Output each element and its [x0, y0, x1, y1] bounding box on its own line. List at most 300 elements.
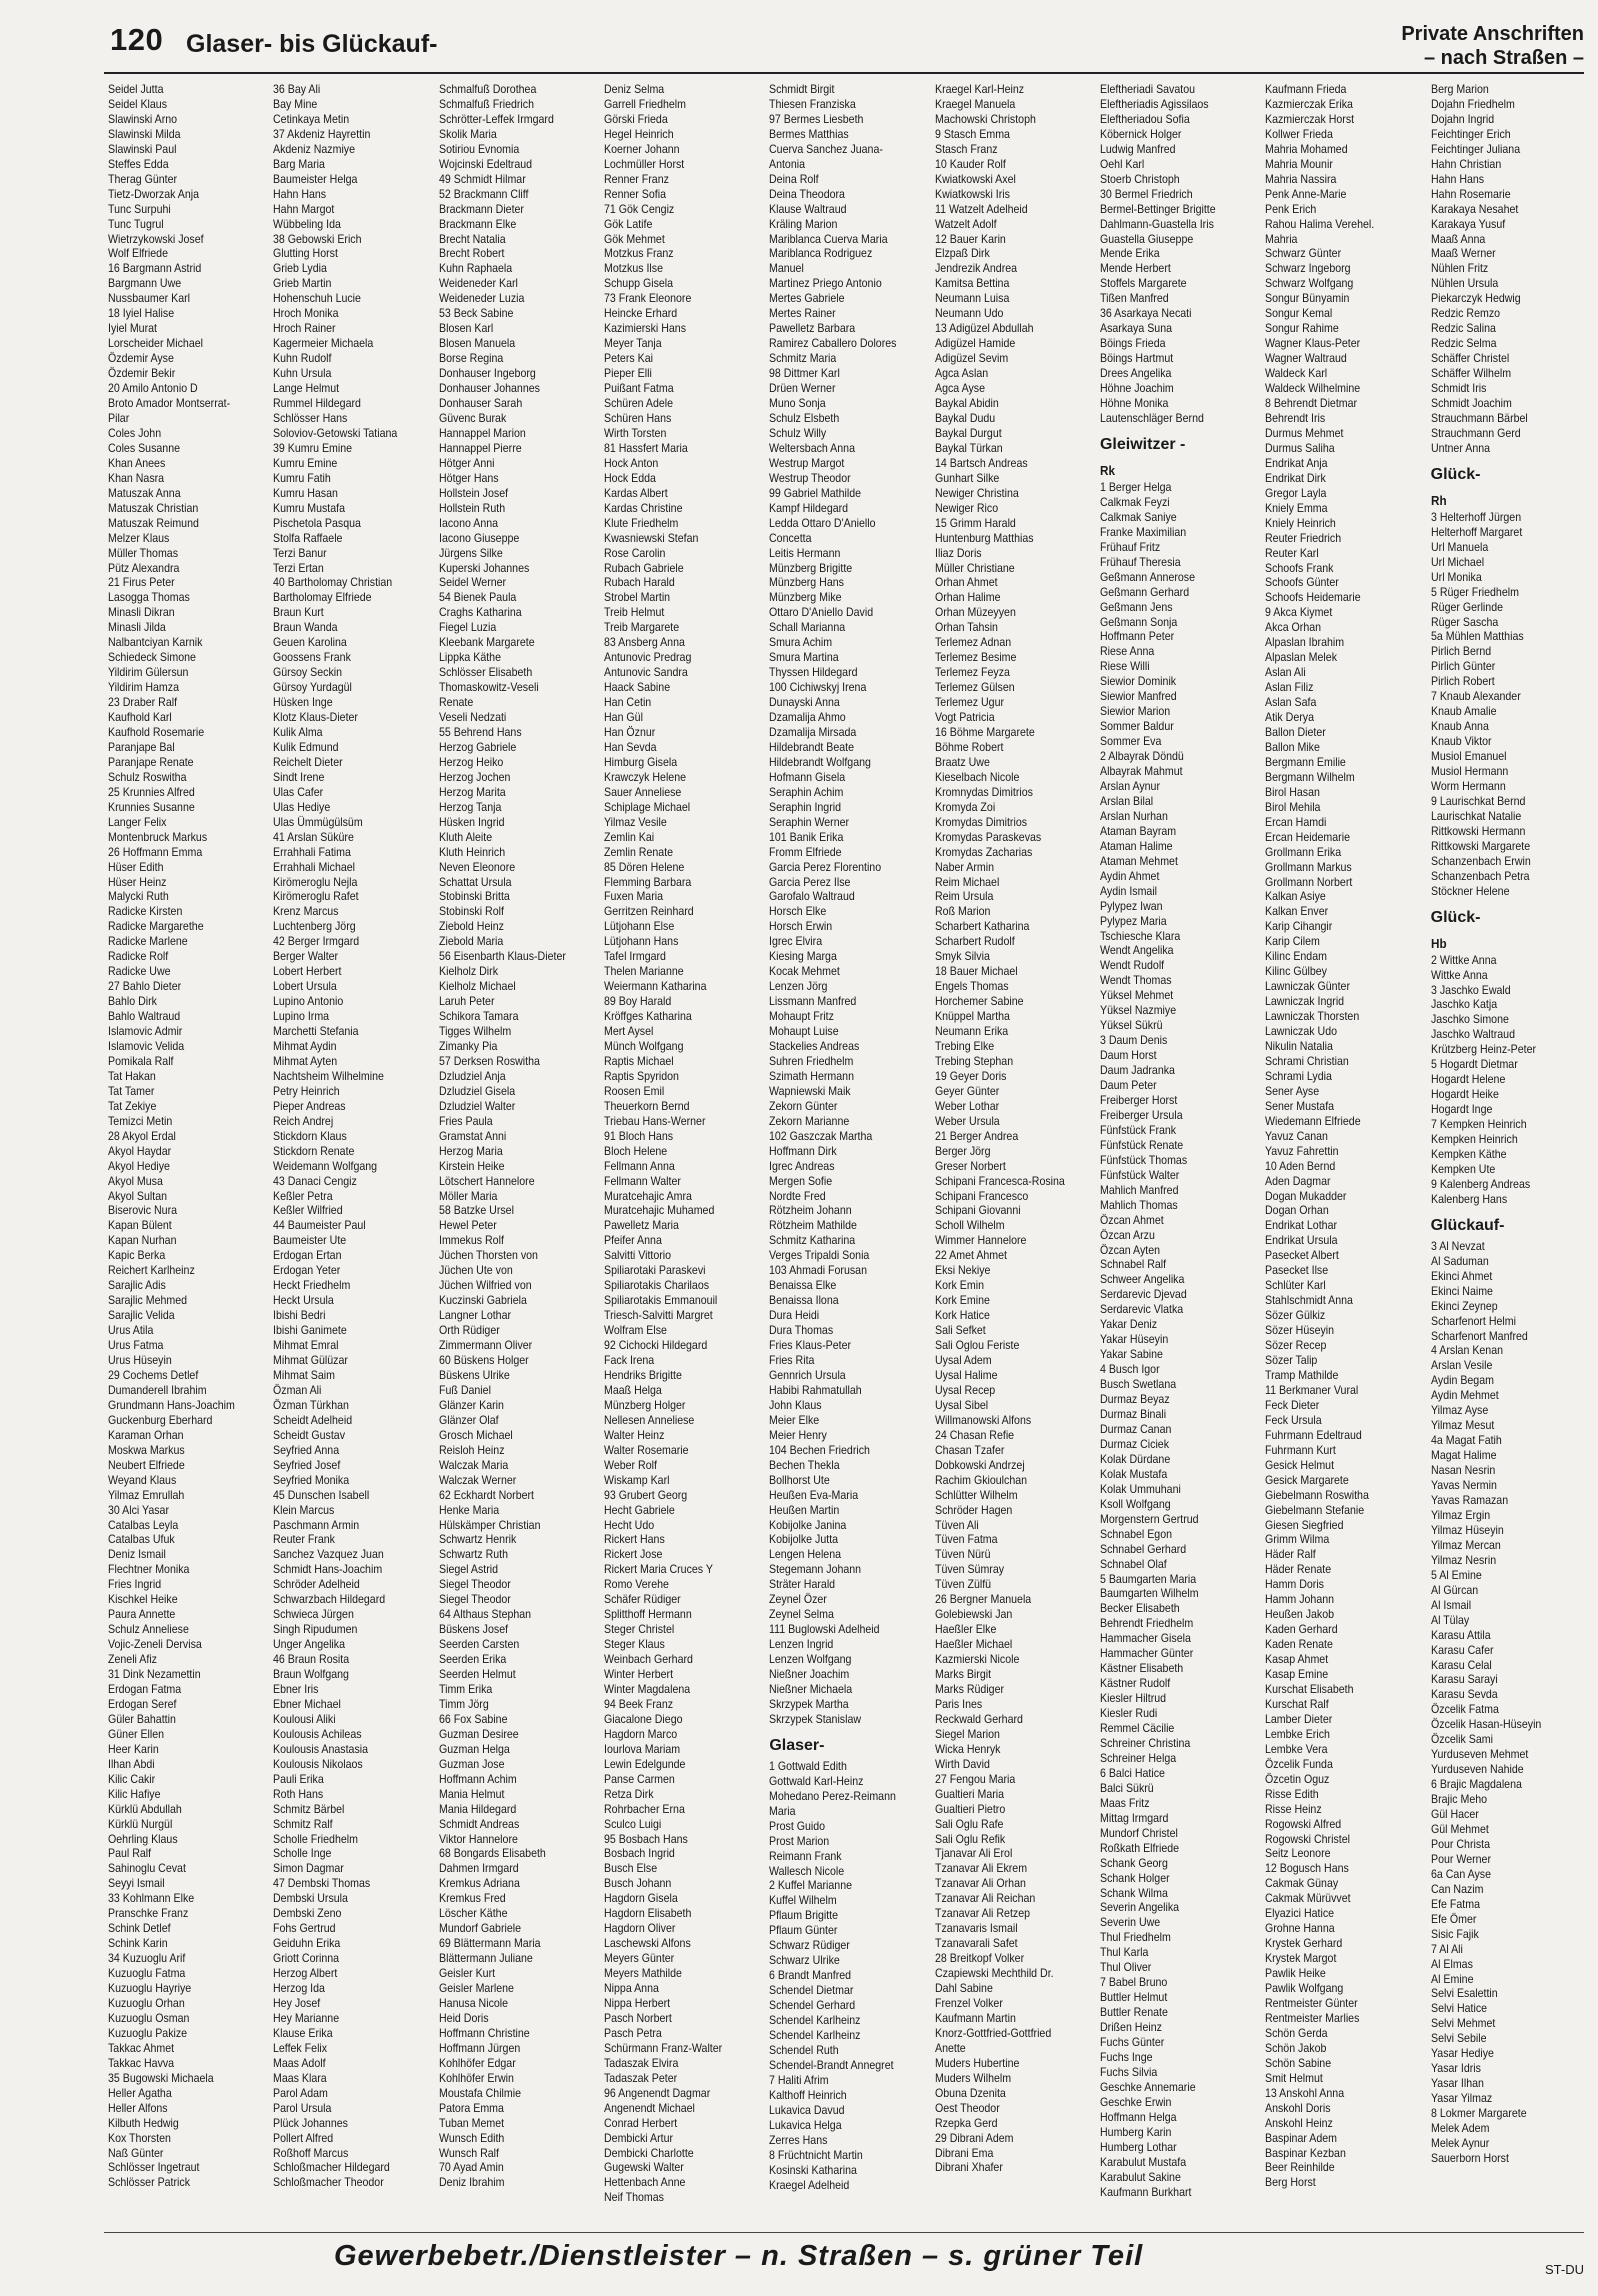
directory-entry: Seraphin Achim — [769, 784, 844, 799]
directory-entry: Bargmann Uwe — [108, 276, 182, 291]
directory-entry: Fünfstück Frank — [1099, 1122, 1177, 1137]
directory-entry: Häder Renate — [1265, 1562, 1332, 1577]
directory-entry: 70 Ayad Amin — [438, 2160, 504, 2175]
directory-entry: Geßmann Annerose — [1099, 569, 1196, 584]
directory-entry: Aydin Ismail — [1099, 883, 1158, 898]
directory-entry: Gürsoy Seckin — [273, 665, 343, 680]
directory-entry: Sträter Harald — [769, 1577, 836, 1592]
directory-entry: Klause Waltraud — [769, 201, 847, 216]
directory-entry: Mariblanca Rodriguez — [769, 246, 873, 261]
directory-entry: Mahria Nassira — [1265, 171, 1337, 186]
directory-entry: Igrec Andreas — [769, 1158, 835, 1173]
directory-entry: Seidel Werner — [438, 575, 506, 590]
directory-entry: Oest Theodor — [934, 2100, 1000, 2115]
directory-entry: Krenz Marcus — [273, 904, 339, 919]
directory-entry: Radicke Uwe — [108, 964, 171, 979]
directory-entry: Geisler Kurt — [438, 1966, 495, 1981]
directory-entry: Sözer Hüseyin — [1265, 1323, 1335, 1338]
directory-entry: 27 Bahlo Dieter — [108, 979, 182, 994]
directory-entry: Renate — [438, 695, 473, 710]
directory-entry: Dura Thomas — [769, 1323, 834, 1338]
directory-entry: Baykal Dudu — [934, 410, 995, 425]
directory-entry: Kuzuoglu Hayriye — [108, 1981, 192, 1996]
directory-entry: Heußen Jakob — [1265, 1607, 1335, 1622]
directory-entry: Rötzheim Mathilde — [769, 1218, 858, 1233]
directory-entry: Reichert Karlheinz — [108, 1263, 195, 1278]
directory-entry: Ballon Mike — [1265, 739, 1321, 754]
directory-entry: Siegel Astrid — [438, 1562, 498, 1577]
directory-entry: Yavuz Canan — [1265, 1128, 1329, 1143]
directory-entry: Pour Werner — [1430, 1851, 1491, 1866]
directory-entry: Westrup Theodor — [769, 470, 851, 485]
directory-entry: Fries Ingrid — [108, 1577, 162, 1592]
directory-entry: Schmitz Ralf — [273, 1816, 333, 1831]
directory-entry: Baykal Türkan — [934, 440, 1003, 455]
directory-entry: Kasap Ahmet — [1265, 1652, 1329, 1667]
district-code: Rk — [1099, 462, 1115, 478]
directory-entry: Özcetin Oguz — [1265, 1771, 1330, 1786]
directory-entry: Nussbaumer Karl — [108, 291, 191, 306]
district-code: Hb — [1430, 935, 1447, 951]
directory-entry: Kalenberg Hans — [1430, 1191, 1507, 1206]
directory-entry: Manuel — [769, 261, 805, 276]
directory-entry: Ludwig Manfred — [1099, 141, 1176, 156]
directory-entry: Baspinar Adem — [1265, 2130, 1338, 2145]
directory-entry: Schrami Lydia — [1265, 1068, 1333, 1083]
directory-entry: Kamitsa Bettina — [934, 276, 1010, 291]
directory-entry: Dahlmann-Guastella Iris — [1099, 216, 1214, 231]
directory-entry: Maaß Werner — [1430, 246, 1496, 261]
directory-entry: Fünfstück Thomas — [1099, 1152, 1188, 1167]
directory-entry: Baumeister Helga — [273, 171, 358, 186]
directory-entry: Mihmat Saim — [273, 1367, 336, 1382]
directory-entry: Moustafa Chilmie — [438, 2085, 521, 2100]
directory-entry: Höhne Monika — [1099, 396, 1169, 411]
directory-entry: Lengen Helena — [769, 1547, 842, 1562]
directory-entry: Grosch Michael — [438, 1427, 513, 1442]
directory-column — [604, 82, 759, 2232]
directory-entry: Raptis Michael — [603, 1053, 674, 1068]
directory-entry: Yurduseven Mehmet — [1430, 1747, 1529, 1762]
directory-entry: Knaub Anna — [1430, 719, 1489, 734]
directory-entry: Selvi Hatice — [1430, 2001, 1487, 2016]
directory-entry: Laurischkat Natalie — [1430, 808, 1521, 823]
directory-entry: Retza Dirk — [603, 1786, 654, 1801]
directory-entry: 89 Boy Harald — [603, 994, 672, 1009]
directory-entry: 21 Firus Peter — [108, 575, 175, 590]
directory-entry: Gesick Margarete — [1265, 1472, 1350, 1487]
directory-entry: 34 Kuzuoglu Arif — [108, 1951, 186, 1966]
page-range-title: Glaser- bis Glückauf- — [186, 30, 438, 58]
directory-entry: Durmaz Ciciek — [1099, 1436, 1170, 1451]
directory-entry: Luchtenberg Jörg — [273, 919, 356, 934]
directory-column — [1100, 82, 1255, 2232]
directory-entry: Kalkan Asiye — [1265, 889, 1327, 904]
directory-entry: Elzpaß Dirk — [934, 246, 990, 261]
directory-entry: 54 Bienek Paula — [438, 590, 516, 605]
directory-entry: Orhan Halime — [934, 590, 1001, 605]
directory-entry: Kluth Heinrich — [438, 844, 505, 859]
directory-entry: 68 Bongards Elisabeth — [438, 1846, 546, 1861]
directory-entry: Kwiatkowski Axel — [934, 171, 1016, 186]
directory-entry: Steger Klaus — [603, 1637, 665, 1652]
directory-entry: Krützberg Heinz-Peter — [1430, 1042, 1536, 1057]
directory-entry: Geßmann Jens — [1099, 599, 1173, 614]
directory-entry: Winter Herbert — [603, 1667, 674, 1682]
directory-entry: Braun Wolfgang — [273, 1667, 350, 1682]
directory-entry: Yilmaz Mercan — [1430, 1537, 1501, 1552]
directory-entry: Schulz Roswitha — [108, 769, 187, 784]
directory-entry: Slawinski Arno — [108, 111, 178, 126]
directory-entry: Paul Ralf — [108, 1846, 152, 1861]
directory-entry: 9 Kalenberg Andreas — [1430, 1176, 1530, 1191]
directory-entry: Wolf Elfriede — [108, 246, 169, 261]
directory-entry: Karasu Celal — [1430, 1657, 1492, 1672]
directory-entry: Geuen Karolina — [273, 635, 348, 650]
directory-entry: Alpaslan Melek — [1265, 650, 1338, 665]
directory-entry: Hock Edda — [603, 470, 656, 485]
directory-entry: Ledda Ottaro D'Aniello — [769, 515, 876, 530]
directory-entry: Neumann Luisa — [934, 291, 1010, 306]
directory-entry: Erdogan Fatma — [108, 1681, 182, 1696]
directory-entry: Sarajlic Adis — [108, 1278, 166, 1293]
directory-entry: 31 Dink Nezamettin — [108, 1667, 201, 1682]
directory-entry: Hoffmann Achim — [438, 1771, 517, 1786]
directory-entry: Kuperski Johannes — [438, 560, 529, 575]
directory-entry: Jendrezik Andrea — [934, 261, 1017, 276]
directory-entry: Benaissa Ilona — [769, 1293, 839, 1308]
directory-entry: Guzman Helga — [438, 1741, 510, 1756]
directory-entry: Seidel Jutta — [108, 82, 164, 96]
directory-entry: Greser Norbert — [934, 1158, 1006, 1173]
directory-entry: Lippka Käthe — [438, 650, 501, 665]
directory-entry: Songur Rahime — [1265, 321, 1340, 336]
directory-entry: Heckt Ursula — [273, 1293, 335, 1308]
directory-entry: Sözer Recep — [1265, 1338, 1327, 1353]
directory-entry: Deniz Selma — [603, 82, 665, 96]
directory-entry: Schwarz Ulrike — [769, 1953, 841, 1968]
directory-entry: Hannappel Pierre — [438, 440, 522, 455]
directory-entry: Kumru Hasan — [273, 485, 339, 500]
directory-entry: Berg Horst — [1265, 2175, 1317, 2190]
directory-entry: Donhauser Ingeborg — [438, 366, 536, 381]
directory-entry: Schmalfuß Friedrich — [438, 96, 534, 111]
directory-entry: Hüsken Inge — [273, 695, 333, 710]
directory-entry: Bergmann Emilie — [1265, 754, 1347, 769]
directory-entry: Kapan Bülent — [108, 1218, 172, 1233]
directory-entry: Nippa Anna — [603, 1981, 659, 1996]
directory-entry: Url Monika — [1430, 569, 1482, 584]
directory-entry: Schön Gerda — [1265, 2025, 1328, 2040]
directory-entry: Kardas Albert — [603, 485, 668, 500]
directory-entry: Herzog Albert — [273, 1966, 338, 1981]
directory-entry: Kagermeier Michaela — [273, 336, 374, 351]
directory-entry: 30 Bermel Friedrich — [1099, 186, 1193, 201]
directory-entry: Nippa Herbert — [603, 1996, 671, 2010]
directory-entry: Kilic Hafiye — [108, 1786, 161, 1801]
directory-entry: Hüsken Ingrid — [438, 814, 505, 829]
directory-entry: Garofalo Waltraud — [769, 889, 856, 904]
directory-entry: Kohlhöfer Erwin — [438, 2070, 514, 2085]
directory-entry: Newiger Rico — [934, 500, 998, 515]
directory-entry: Knorz-Gottfried-Gottfried — [934, 2025, 1051, 2040]
directory-entry: Wimmer Hannelore — [934, 1233, 1027, 1248]
directory-entry: Fuchs Silvia — [1099, 2064, 1158, 2079]
directory-entry: Mania Helmut — [438, 1786, 505, 1801]
directory-entry: Pütz Alexandra — [108, 560, 180, 575]
directory-entry: Kniely Heinrich — [1265, 515, 1337, 530]
directory-entry: Radicke Marlene — [108, 934, 188, 949]
directory-entry: Schnabel Olaf — [1099, 1556, 1167, 1571]
directory-entry: Can Nazim — [1430, 1881, 1484, 1896]
directory-entry: Schlütter Wilhelm — [934, 1487, 1018, 1502]
directory-entry: Yavas Nermin — [1430, 1478, 1497, 1493]
directory-entry: Behrendt Friedhelm — [1099, 1616, 1194, 1631]
directory-entry: Sali Oglou Feriste — [934, 1338, 1020, 1353]
directory-entry: Erdogan Ertan — [273, 1248, 342, 1263]
directory-entry: Fuß Daniel — [438, 1382, 491, 1397]
directory-entry: Fuhrmann Edeltraud — [1265, 1427, 1363, 1442]
directory-entry: 33 Kohlmann Elke — [108, 1891, 195, 1906]
directory-entry: 47 Dembski Thomas — [273, 1876, 371, 1891]
directory-entry: Guastella Giuseppe — [1099, 231, 1194, 246]
directory-entry: Zeynel Özer — [769, 1592, 828, 1607]
directory-entry: Kuczinski Gabriela — [438, 1293, 527, 1308]
directory-entry: Tat Tamer — [108, 1083, 155, 1098]
directory-entry: Triebau Hans-Werner — [603, 1113, 706, 1128]
directory-entry: Kromyda Zoi — [934, 799, 995, 814]
directory-entry: Oehl Karl — [1099, 156, 1145, 171]
directory-entry: Kardas Christine — [603, 500, 683, 515]
directory-entry: Pawelletz Barbara — [769, 321, 856, 336]
directory-entry: 11 Watzelt Adelheid — [934, 201, 1028, 216]
directory-entry: Al Elmas — [1430, 1956, 1473, 1971]
directory-entry: Kapan Nurhan — [108, 1233, 177, 1248]
directory-entry: Heußen Eva-Maria — [769, 1487, 859, 1502]
directory-entry: Lobert Ursula — [273, 979, 338, 994]
directory-entry: Jüchen Wilfried von — [438, 1278, 532, 1293]
directory-entry: Stoerb Christoph — [1099, 171, 1180, 186]
directory-entry: Schupp Gisela — [603, 276, 674, 291]
directory-entry: Kleebank Margarete — [438, 635, 535, 650]
directory-entry: Tramp Mathilde — [1265, 1367, 1339, 1382]
directory-entry: Strauchmann Bärbel — [1430, 410, 1528, 425]
directory-entry: Kuzuoglu Fatma — [108, 1966, 186, 1981]
directory-entry: Szimath Hermann — [769, 1068, 855, 1083]
directory-entry: Schlösser Ingetraut — [108, 2160, 200, 2175]
directory-entry: 6 Brajic Magdalena — [1430, 1777, 1522, 1792]
directory-entry: Reim Michael — [934, 874, 999, 889]
directory-entry: Schürmann Franz-Walter — [603, 2040, 723, 2055]
directory-entry: Sommer Baldur — [1099, 719, 1174, 734]
directory-entry: 93 Grubert Georg — [603, 1487, 688, 1502]
directory-entry: Siegel Marion — [934, 1726, 1000, 1741]
directory-entry: 23 Draber Ralf — [108, 695, 178, 710]
directory-entry: Blosen Manuela — [438, 336, 515, 351]
directory-entry: Kluth Aleite — [438, 829, 492, 844]
directory-entry: Radicke Margarethe — [108, 919, 204, 934]
directory-entry: Roßhoff Marcus — [273, 2145, 349, 2160]
directory-entry: Ballon Dieter — [1265, 724, 1327, 739]
directory-entry: Kästner Elisabeth — [1099, 1661, 1184, 1676]
directory-entry: Tüven Ali — [934, 1517, 979, 1532]
directory-entry: Berger Walter — [273, 949, 339, 964]
directory-entry: Adigüzel Sevim — [934, 351, 1008, 366]
directory-entry: Kolak Dürdane — [1099, 1451, 1171, 1466]
directory-entry: Weinbach Gerhard — [603, 1652, 693, 1667]
directory-entry: Rubach Gabriele — [603, 560, 684, 575]
directory-entry: 92 Cichocki Hildegard — [603, 1338, 708, 1353]
directory-entry: Endrikat Anja — [1265, 455, 1328, 470]
directory-entry: Mahria Mounir — [1265, 156, 1334, 171]
directory-entry: Bosbach Ingrid — [603, 1846, 675, 1861]
directory-entry: Karakaya Nesahet — [1430, 201, 1519, 216]
directory-entry: Reich Andrej — [273, 1113, 334, 1128]
directory-entry: Maria — [769, 1803, 796, 1818]
directory-entry: Pomikala Ralf — [108, 1053, 174, 1068]
directory-entry: Neubert Elfriede — [108, 1457, 185, 1472]
directory-entry: Lenzen Ingrid — [769, 1637, 834, 1652]
directory-entry: 24 Chasan Refie — [934, 1427, 1014, 1442]
directory-entry: 3 Daum Denis — [1099, 1033, 1168, 1048]
directory-entry: Hötger Hans — [438, 470, 499, 485]
directory-entry: Mende Herbert — [1099, 261, 1171, 276]
directory-entry: Yasar Hediye — [1430, 2046, 1494, 2061]
directory-entry: Hewel Peter — [438, 1218, 497, 1233]
directory-entry: Durmaz Canan — [1099, 1421, 1172, 1436]
directory-entry: Ibishi Ganimete — [273, 1323, 348, 1338]
directory-entry: Url Michael — [1430, 554, 1484, 569]
directory-entry: Seerden Carsten — [438, 1637, 519, 1652]
directory-entry: Schendel-Brandt Annegret — [769, 2057, 894, 2072]
directory-entry: Wagner Waltraud — [1265, 351, 1348, 366]
directory-entry: Remmel Cäcilie — [1099, 1721, 1175, 1736]
directory-entry: Schwarz Ingeborg — [1265, 261, 1351, 276]
directory-entry: Kuffel Wilhelm — [769, 1893, 837, 1908]
directory-entry: Blosen Karl — [438, 321, 493, 336]
directory-entry: Nordte Fred — [769, 1188, 826, 1203]
directory-column — [108, 82, 263, 2232]
directory-entry: 3 Al Nevzat — [1430, 1238, 1485, 1253]
directory-entry: Muno Sonja — [769, 396, 826, 411]
directory-entry: Wunsch Edith — [438, 2130, 504, 2145]
directory-entry: Wapniewski Maik — [769, 1083, 851, 1098]
directory-entry: Schmidt Iris — [1430, 381, 1487, 396]
directory-entry: Leffek Felix — [273, 2040, 328, 2055]
directory-entry: Kraegel Karl-Heinz — [934, 82, 1024, 96]
directory-entry: Mundorf Christel — [1099, 1825, 1178, 1840]
directory-entry: Flemming Barbara — [603, 874, 692, 889]
directory-entry: 15 Grimm Harald — [934, 515, 1016, 530]
directory-entry: Selvi Esalettin — [1430, 1986, 1498, 2001]
directory-entry: Kischkel Heike — [108, 1592, 178, 1607]
directory-entry: Schipani Francesco — [934, 1188, 1028, 1203]
directory-entry: Hannappel Marion — [438, 425, 526, 440]
directory-entry: Mittag Irmgard — [1099, 1810, 1169, 1825]
directory-entry: Skrzypek Stanislaw — [769, 1711, 862, 1726]
directory-entry: Stöckner Helene — [1430, 883, 1510, 898]
directory-entry: 4 Busch Igor — [1099, 1362, 1160, 1377]
directory-entry: Steffes Edda — [108, 156, 169, 171]
directory-entry: Büskens Josef — [438, 1622, 508, 1637]
directory-entry: Al Tülay — [1430, 1612, 1469, 1627]
directory-entry: Geßmann Sonja — [1099, 614, 1178, 629]
directory-entry: Schäffer Wilhelm — [1430, 366, 1511, 381]
directory-entry: Hüser Heinz — [108, 874, 167, 889]
directory-entry: Kolak Mustafa — [1099, 1466, 1168, 1481]
directory-entry: Ilhan Abdi — [108, 1756, 155, 1771]
directory-entry: Rentmeister Marlies — [1265, 2010, 1360, 2025]
directory-entry: Nellesen Anneliese — [603, 1412, 695, 1427]
directory-entry: Kumru Mustafa — [273, 500, 346, 515]
directory-entry: Tschiesche Klara — [1099, 928, 1181, 943]
directory-entry: Thelen Marianne — [603, 964, 684, 979]
directory-entry: Thiesen Franziska — [769, 96, 857, 111]
directory-entry: Kürklü Nurgül — [108, 1816, 173, 1831]
directory-entry: Reuter Friedrich — [1265, 530, 1342, 545]
directory-entry: Akyol Musa — [108, 1173, 163, 1188]
directory-entry: 10 Kauder Rolf — [934, 156, 1006, 171]
directory-entry: Sali Oglu Refik — [934, 1831, 1005, 1846]
directory-entry: Rittkowski Hermann — [1430, 823, 1526, 838]
directory-entry: Machowski Christoph — [934, 111, 1036, 126]
directory-entry: Mihmat Emral — [273, 1338, 339, 1353]
directory-entry: Serdarevic Djevad — [1099, 1287, 1187, 1302]
directory-entry: Lembke Erich — [1265, 1726, 1331, 1741]
directory-entry: Hagdorn Oliver — [603, 1921, 676, 1936]
directory-entry: Sener Mustafa — [1265, 1098, 1335, 1113]
directory-entry: Cakmak Mürüvvet — [1265, 1891, 1351, 1906]
directory-entry: 5 Baumgarten Maria — [1099, 1571, 1197, 1586]
directory-entry: Schoofs Heidemarie — [1265, 590, 1361, 605]
directory-entry: Schiedeck Simone — [108, 650, 196, 665]
directory-entry: 27 Fengou Maria — [934, 1771, 1015, 1786]
directory-entry: Han Öznur — [603, 724, 656, 739]
directory-entry: Waldeck Karl — [1265, 366, 1328, 381]
directory-entry: Schmitz Bärbel — [273, 1801, 345, 1816]
directory-entry: Nikulin Natalia — [1265, 1039, 1334, 1053]
directory-entry: Scholle Friedhelm — [273, 1831, 359, 1846]
directory-entry: Blättermann Juliane — [438, 1951, 533, 1966]
directory-entry: Heußen Martin — [769, 1502, 840, 1517]
directory-entry: Hildebrandt Beate — [769, 739, 855, 754]
directory-entry: Kurschat Ralf — [1265, 1696, 1330, 1711]
directory-entry: Untner Anna — [1430, 440, 1490, 455]
directory-entry: Yakar Deniz — [1099, 1317, 1158, 1332]
directory-entry: Hroch Rainer — [273, 321, 336, 336]
directory-entry: Pranschke Franz — [108, 1906, 189, 1921]
directory-entry: 81 Hassfert Maria — [603, 440, 688, 455]
directory-entry: Maaß Anna — [1430, 231, 1485, 246]
directory-entry: Wietrzykowski Josef — [108, 231, 204, 246]
directory-entry: Aslan Filiz — [1265, 680, 1314, 695]
directory-entry: Orhan Tahsin — [934, 620, 998, 635]
directory-entry: Akdeniz Nazmiye — [273, 141, 356, 156]
directory-entry: Melek Aynur — [1430, 2136, 1489, 2150]
directory-entry: Orhan Müzeyyen — [934, 605, 1016, 620]
directory-entry: 85 Dören Helene — [603, 859, 685, 874]
directory-entry: Jüchen Ute von — [438, 1263, 513, 1278]
directory-entry: Özcelik Funda — [1265, 1756, 1334, 1771]
directory-entry: Uysal Adem — [934, 1353, 992, 1368]
directory-entry: Yakar Hüseyin — [1099, 1332, 1169, 1347]
directory-entry: Braatz Uwe — [934, 754, 990, 769]
directory-entry: Dogan Orhan — [1265, 1203, 1330, 1218]
directory-entry: Smura Martina — [769, 650, 839, 665]
directory-entry: Kulik Alma — [273, 724, 323, 739]
directory-entry: Balci Sükrü — [1099, 1780, 1154, 1795]
directory-entry: Urus Hüseyin — [108, 1353, 172, 1368]
